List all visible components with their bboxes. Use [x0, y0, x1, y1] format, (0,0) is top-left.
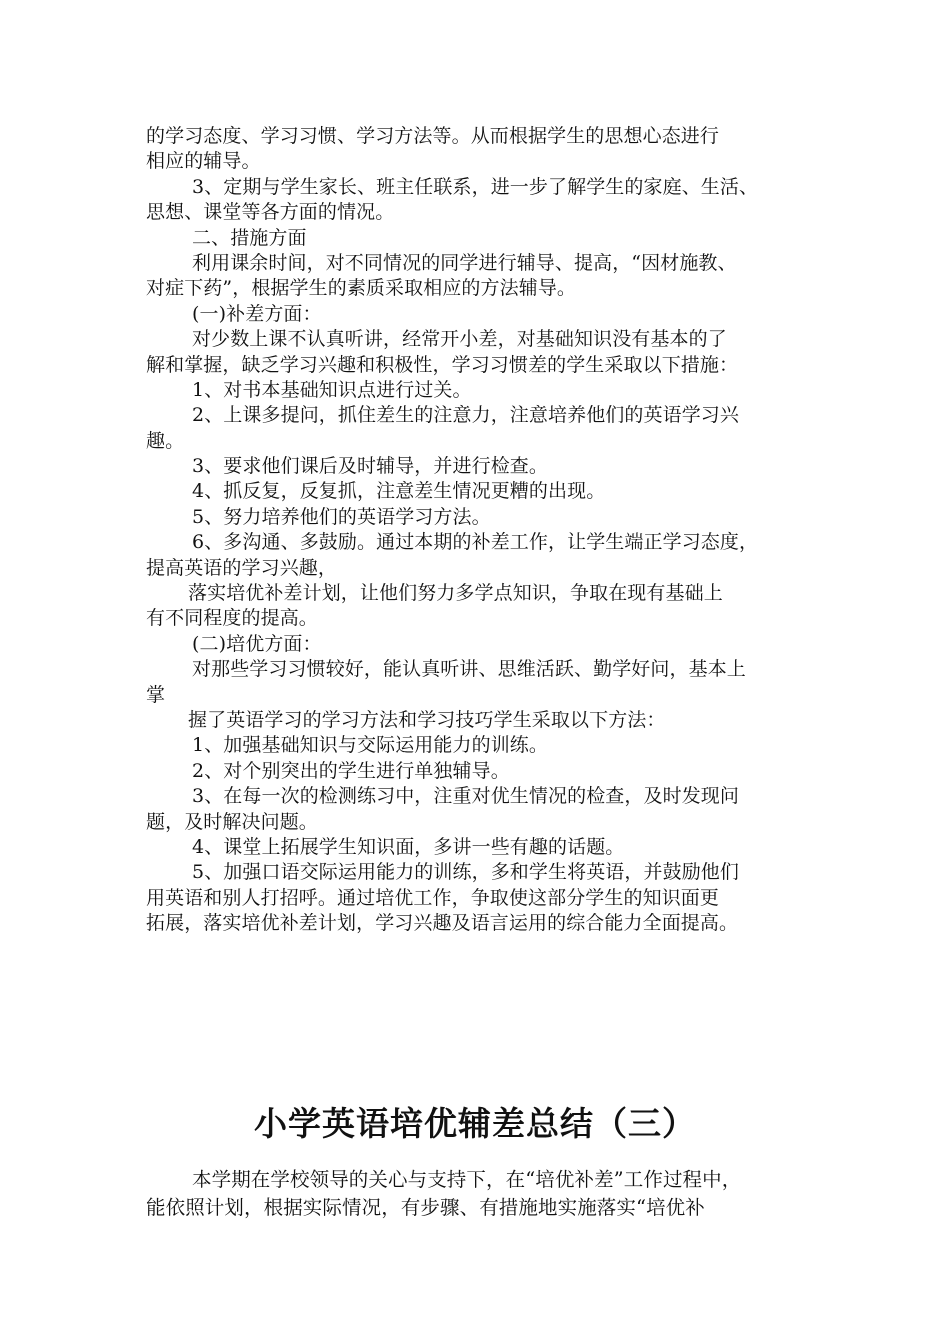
- text-line: 3、在每一次的检测练习中，注重对优生情况的检查，及时发现问: [192, 785, 739, 808]
- text-line: 提高英语的学习兴趣，: [146, 556, 338, 579]
- text-line: 有不同程度的提高。: [146, 607, 318, 630]
- text-line: 2、对个别突出的学生进行单独辅导。: [192, 759, 510, 782]
- text-line: 3、定期与学生家长、班主任联系，进一步了解学生的家庭、生活、: [192, 175, 759, 198]
- text-line: 能依照计划，根据实际情况，有步骤、有措施地实施落实“培优补: [146, 1196, 705, 1219]
- text-line: 趣。: [146, 429, 185, 452]
- section-body: [146, 1166, 818, 1222]
- text-line: 3、要求他们课后及时辅导，并进行检查。: [192, 455, 548, 478]
- text-line: 的学习态度、学习习惯、学习方法等。从而根据学生的思想心态进行: [146, 125, 720, 147]
- text-line: 本学期在学校领导的关心与支持下，在“培优补差”工作过程中，: [192, 1168, 742, 1191]
- text-line: 2、上课多提问，抓住差生的注意力，注意培养他们的英语学习兴: [192, 404, 739, 427]
- text-line: 落实培优补差计划，让他们努力多学点知识，争取在现有基础上: [188, 582, 723, 605]
- text-line: 拓展，落实培优补差计划，学习兴趣及语言运用的综合能力全面提高。: [146, 912, 739, 935]
- text-line: 4、抓反复，反复抓，注意差生情况更糟的出现。: [192, 480, 606, 503]
- text-line: 5、努力培养他们的英语学习方法。: [192, 505, 491, 528]
- text-line: 6、多沟通、多鼓励。通过本期的补差工作，让学生端正学习态度，: [192, 531, 759, 554]
- text-line: 利用课余时间，对不同情况的同学进行辅导、提高，“因材施教、: [192, 251, 737, 274]
- text-line: 4、课堂上拓展学生知识面，多讲一些有趣的话题。: [192, 835, 625, 858]
- text-line: 二、措施方面: [192, 226, 307, 249]
- text-line: 题，及时解决问题。: [146, 810, 318, 833]
- text-line: 思想、课堂等各方面的情况。: [146, 201, 395, 224]
- text-line: 1、加强基础知识与交际运用能力的训练。: [192, 734, 548, 757]
- text-line: 5、加强口语交际运用能力的训练，多和学生将英语，并鼓励他们: [192, 861, 739, 884]
- text-line: 对那些学习习惯较好，能认真听讲、思维活跃、勤学好问，基本上: [192, 658, 746, 681]
- text-line: 对少数上课不认真听讲，经常开小差，对基础知识没有基本的了: [192, 328, 727, 351]
- text-line: (二)培优方面：: [192, 632, 322, 655]
- text-line: 对症下药”，根据学生的素质采取相应的方法辅导。: [146, 277, 577, 300]
- section-title: 小学英语培优辅差总结（三）: [254, 1104, 696, 1143]
- document-body: [146, 124, 818, 937]
- text-line: 用英语和别人打招呼。通过培优工作，争取使这部分学生的知识面更: [146, 886, 720, 909]
- text-line: (一)补差方面：: [192, 302, 322, 325]
- text-line: 掌: [146, 683, 166, 706]
- text-line: 握了英语学习的学习方法和学习技巧学生采取以下方法：: [188, 708, 666, 731]
- text-line: 相应的辅导。: [146, 150, 261, 173]
- text-line: 解和掌握，缺乏学习兴趣和积极性，学习习惯差的学生采取以下措施：: [146, 353, 739, 376]
- text-line: 1、对书本基础知识点进行过关。: [192, 378, 472, 401]
